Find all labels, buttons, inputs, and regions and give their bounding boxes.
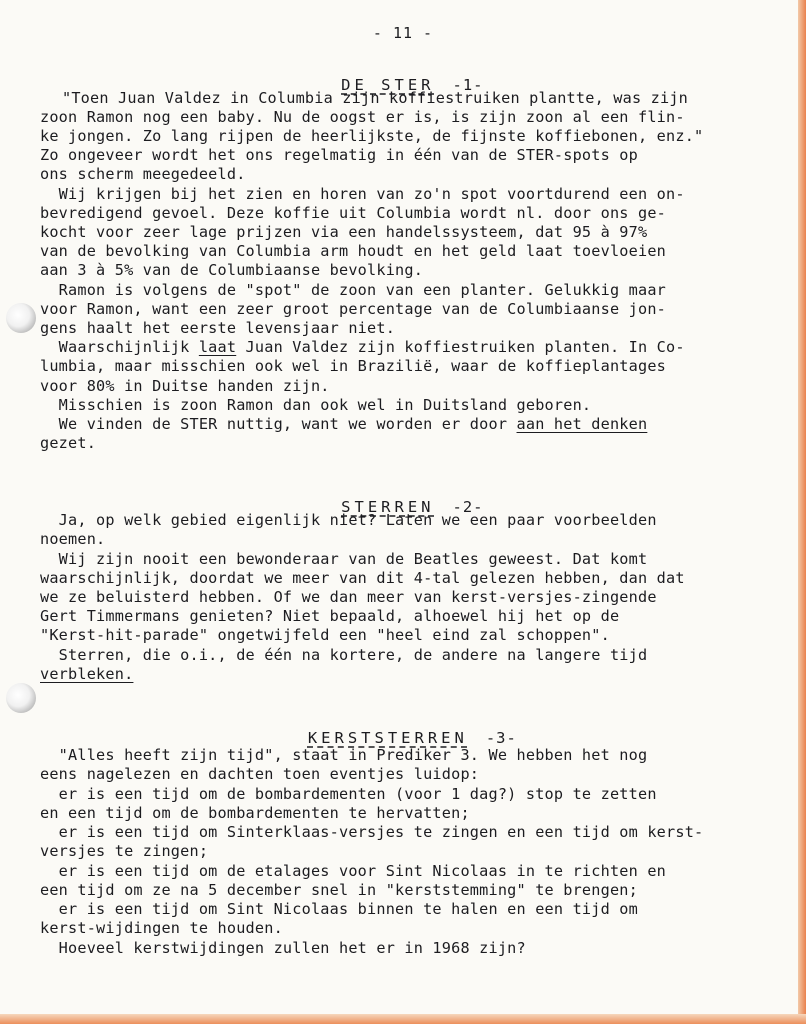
text-line: versjes te zingen; (40, 842, 209, 860)
text-line: Misschien is zoon Ramon dan ook wel in Duitsland geboren. (40, 396, 592, 414)
text-line: eens nagelezen en dachten toen eventjes luidop: (40, 765, 480, 783)
orange-page-edge-bottom (0, 1014, 806, 1024)
text-line: "Toen Juan Valdez in Columbia zijn koffiestruiken plantte, was zijn (62, 89, 689, 107)
section-number: -2- (452, 498, 484, 516)
text-line: bevredigend gevoel. Deze koffie uit Columbia wordt nl. door ons ge- (40, 204, 667, 222)
text-line: ons scherm meegedeeld. (40, 165, 246, 183)
section-number: -1- (452, 76, 484, 94)
text-line: Sterren, die o.i., de één na kortere, de andere na langere tijd (40, 646, 648, 664)
section-number: -3- (485, 729, 517, 747)
text-line: kocht voor zeer lage prijzen via een handelssysteem, dat 95 à 97% (40, 223, 648, 241)
text-line: lumbia, maar misschien ook wel in Braziliё, waar de koffieplantages (40, 357, 667, 375)
text-line: aan 3 à 5% van de Columbiaanse bevolking. (40, 261, 424, 279)
punch-hole-bottom (6, 683, 36, 713)
text-line: voor Ramon, want een zeer groot percentage van de Columbiaanse jon- (40, 300, 667, 318)
text-line: we ze beluisterd hebben. Of we dan meer van kerst-versjes-zingende (40, 588, 657, 606)
text-line: gens haalt het eerste levensjaar niet. (40, 319, 396, 337)
text-line: Ramon is volgens de "spot" de zoon van een planter. Gelukkig maar (40, 281, 667, 299)
section-title: KERSTSTERREN (307, 729, 468, 747)
text-line: zoon Ramon nog een baby. Nu de oogst er is, is zijn zoon al een flin- (40, 108, 685, 126)
text-line: er is een tijd om de etalages voor Sint Nicolaas in te richten en (40, 862, 667, 880)
text-line: noemen. (40, 530, 106, 548)
underlined-phrase: aan het denken (516, 415, 648, 433)
text-line: voor 80% in Duitse handen zijn. (40, 377, 330, 395)
text-line: ke jongen. Zo lang rijpen de heerlijkste, de fijnste koffiebonen, enz." (40, 127, 704, 145)
text-line: Wij zijn nooit een bewonderaar van de Beatles geweest. Dat komt (40, 550, 648, 568)
underlined-phrase: laat (198, 338, 237, 356)
text-line: "Alles heeft zijn tijd", staat in Prediker 3. We hebben het nog (40, 746, 648, 764)
section-heading-kerststerren (0, 711, 806, 747)
text-line: waarschijnlijk, doordat we meer van dit 4-tal gelezen hebben, dan dat (40, 569, 685, 587)
text-line: Wij krijgen bij het zien en horen van zo'n spot voortdurend een on- (40, 185, 685, 203)
punch-hole-top (6, 303, 36, 333)
text-line: Waarschijnlijk laat Juan Valdez zijn koffiestruiken planten. In Co- (40, 338, 685, 356)
section-title: DE STER (341, 76, 435, 94)
text-line: We vinden de STER nuttig, want we worden er door aan het denken (40, 415, 648, 433)
text-line: Hoeveel kerstwijdingen zullen het er in 1968 zijn? (40, 939, 526, 957)
section-title: STERREN (341, 498, 435, 516)
page-number: - 11 - (372, 24, 434, 42)
text-line: "Kerst-hit-parade" ongetwijfeld een "heel eind zal schoppen". (40, 626, 610, 644)
text-line: er is een tijd om de bombardementen (voor 1 dag?) stop te zetten (40, 785, 657, 803)
text-line: er is een tijd om Sinterklaas-versjes te zingen en een tijd om kerst- (40, 823, 704, 841)
text-line: Zo ongeveer wordt het ons regelmatig in één van de STER-spots op (40, 146, 638, 164)
text-line: gezet. (40, 434, 97, 452)
text-line: en een tijd om de bombardementen te hervatten; (40, 804, 470, 822)
text-line: kerst-wijdingen te houden. (40, 919, 283, 937)
text-line: een tijd om ze na 5 december snel in "kerststemming" te brengen; (40, 881, 638, 899)
text-line: Gert Timmermans genieten? Niet bepaald, alhoewel hij het op de (40, 607, 620, 625)
text-line: Ja, op welk gebied eigenlijk niet? Laten we een paar voorbeelden (40, 511, 657, 529)
text-line: verbleken. (40, 665, 134, 683)
text-line: van de bevolking van Columbia arm houdt en het geld laat toevloeien (40, 242, 667, 260)
text-line: er is een tijd om Sint Nicolaas binnen te halen en een tijd om (40, 900, 638, 918)
